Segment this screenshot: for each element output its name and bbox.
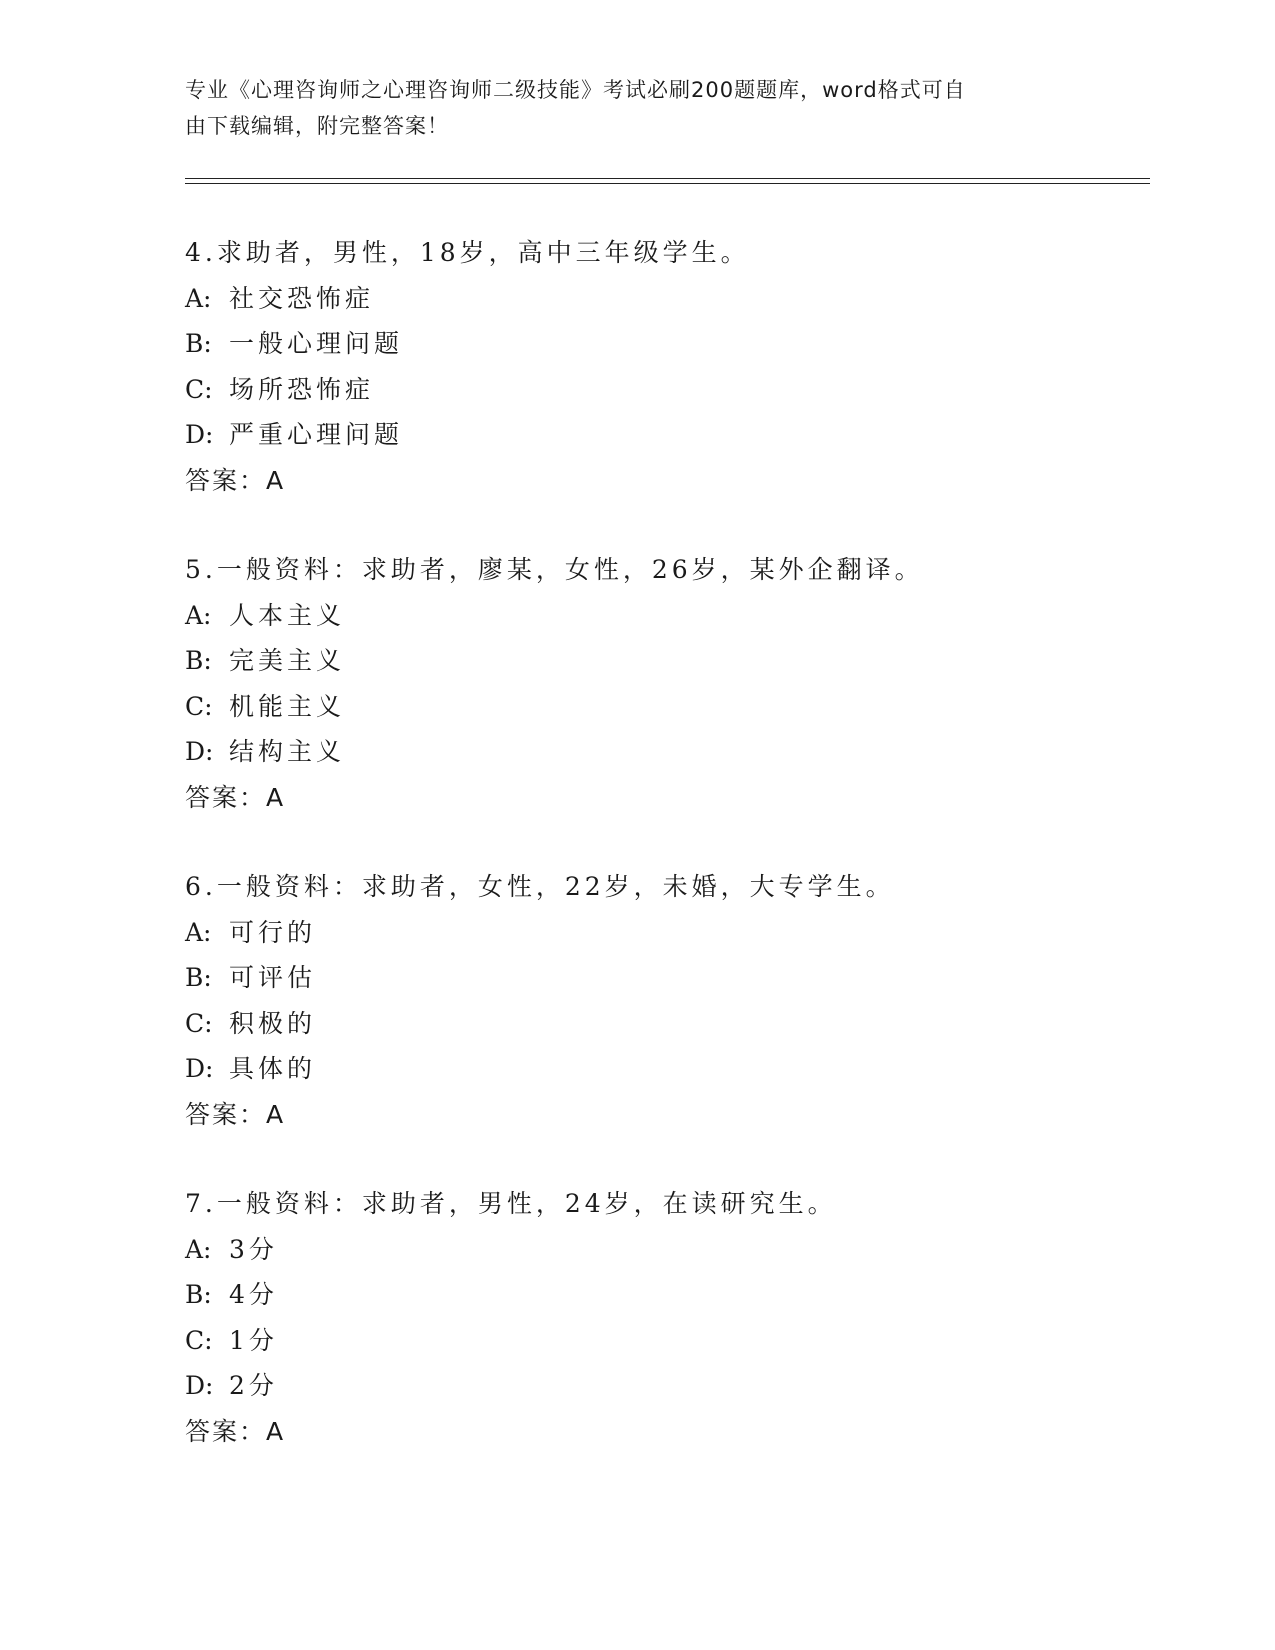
option-d	[185, 1363, 1145, 1409]
option-letter: B:	[185, 963, 212, 992]
answer-line: 答案：A	[185, 782, 286, 812]
option-b	[185, 955, 1145, 1001]
option-text: 场所恐怖症	[229, 374, 375, 404]
header-divider-top	[185, 178, 1150, 179]
option-text: 完美主义	[229, 646, 346, 675]
option-c	[185, 1001, 1145, 1047]
option-a	[185, 910, 1145, 956]
option-a	[185, 1227, 1145, 1273]
option-letter: A:	[185, 1234, 212, 1264]
header-line-1: 专业《心理咨询师之心理咨询师二级技能》考试必刷200题题库，word格式可自	[185, 78, 966, 102]
option-b	[185, 321, 1145, 367]
option-letter: B:	[185, 329, 212, 358]
option-letter: A:	[185, 917, 212, 947]
answer-line: 答案：A	[185, 465, 286, 495]
question-stem: 4.求助者，男性，18岁，高中三年级学生。	[185, 238, 750, 267]
option-letter: B:	[185, 1280, 212, 1309]
option-text: 具体的	[229, 1054, 317, 1083]
option-letter: C:	[185, 1008, 213, 1038]
header-divider-bottom	[185, 183, 1150, 184]
document-header	[185, 72, 1065, 144]
option-c	[185, 367, 1145, 413]
option-text: 2分	[229, 1371, 278, 1400]
question-stem: 7.一般资料：求助者，男性，24岁，在读研究生。	[185, 1189, 837, 1218]
answer-line: 答案：A	[185, 1416, 286, 1446]
header-line-2: 由下载编辑，附完整答案！	[185, 114, 449, 138]
option-c	[185, 1318, 1145, 1364]
option-text: 机能主义	[229, 691, 346, 721]
option-letter: C:	[185, 1325, 213, 1355]
option-text: 1分	[229, 1325, 278, 1355]
option-letter: D:	[185, 1054, 214, 1083]
option-letter: A:	[185, 600, 212, 630]
option-letter: D:	[185, 737, 214, 766]
option-text: 一般心理问题	[229, 329, 404, 358]
option-text: 社交恐怖症	[229, 283, 375, 313]
option-text: 可评估	[229, 963, 317, 992]
option-letter: C:	[185, 691, 213, 721]
option-c	[185, 684, 1145, 730]
option-letter: A:	[185, 283, 212, 313]
option-text: 人本主义	[229, 600, 346, 630]
question-stem: 5.一般资料：求助者，廖某，女性，26岁，某外企翻译。	[185, 555, 924, 584]
option-text: 积极的	[229, 1008, 317, 1038]
option-d	[185, 1046, 1145, 1092]
answer-line: 答案：A	[185, 1099, 286, 1129]
option-d	[185, 729, 1145, 775]
question-block	[185, 864, 1145, 1137]
option-letter: B:	[185, 646, 212, 675]
option-d	[185, 412, 1145, 458]
question-block	[185, 230, 1145, 503]
option-text: 结构主义	[229, 737, 346, 766]
question-block	[185, 547, 1145, 820]
option-letter: D:	[185, 1371, 214, 1400]
question-stem: 6.一般资料：求助者，女性，22岁，未婚，大专学生。	[185, 872, 895, 901]
option-a	[185, 276, 1145, 322]
option-text: 可行的	[229, 917, 317, 947]
option-letter: C:	[185, 374, 213, 404]
option-b	[185, 1272, 1145, 1318]
option-letter: D:	[185, 420, 214, 449]
option-text: 4分	[229, 1280, 278, 1309]
option-text: 严重心理问题	[229, 420, 404, 449]
option-a	[185, 593, 1145, 639]
question-block	[185, 1181, 1145, 1454]
option-b	[185, 638, 1145, 684]
option-text: 3分	[229, 1234, 278, 1264]
